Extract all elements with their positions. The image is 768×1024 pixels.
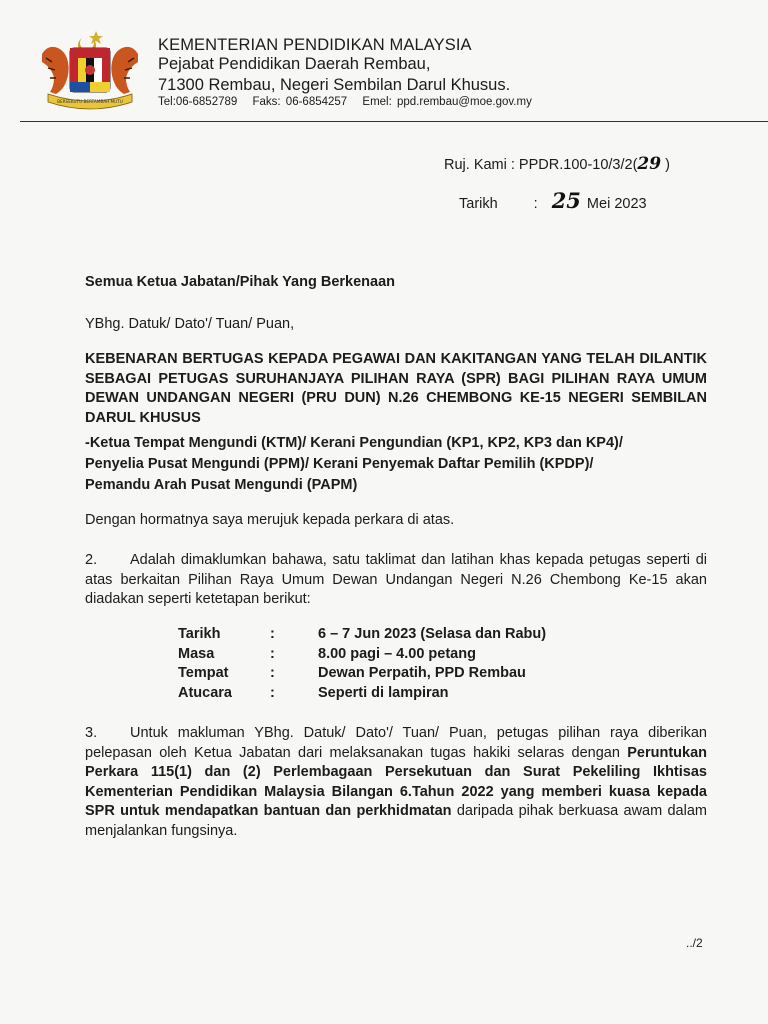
letter-date [459, 188, 647, 213]
date-month-year: Mei 2023 [586, 196, 647, 212]
details-label: Atucara [178, 684, 232, 701]
details-row [178, 646, 546, 666]
contact-line [158, 96, 542, 108]
telephone-number: Tel:06-6852789 [158, 96, 238, 108]
details-colon: : [270, 665, 275, 681]
subject-subheading [85, 433, 707, 496]
details-row [178, 626, 546, 646]
paragraph-2 [85, 551, 707, 610]
page-continuation-mark: ../2 [686, 936, 703, 950]
malaysia-coat-of-arms-icon [34, 28, 146, 110]
details-label: Masa [178, 645, 215, 662]
paragraph-text-end: daripada pihak berkuasa awam dalam menjalankan fungsinya. [85, 803, 707, 839]
subject-subheading-line: Pemandu Arah Pusat Mengundi (PAPM) [85, 477, 358, 493]
ministry-name: KEMENTERIAN PENDIDIKAN MALAYSIA [158, 36, 472, 54]
paragraph-number: 2. [85, 552, 98, 568]
paragraph-number: 3. [85, 725, 98, 741]
office-name: Pejabat Pendidikan Daerah Rembau, [158, 55, 431, 73]
fax-number: Faks: 06-6854257 [252, 96, 348, 108]
details-value: Dewan Perpatih, PPD Rembau [318, 665, 526, 681]
details-row [178, 685, 546, 705]
briefing-details-table [178, 626, 546, 704]
salutation: YBhg. Datuk/ Dato'/ Tuan/ Puan, [85, 316, 295, 332]
paragraph-text: Adalah dimaklumkan bahawa, satu taklimat dan latihan khas kepada petugas seperti di atas berkaitan Pilihan Raya Umum Dewan Undangan Negeri N.26 Chembong Ke-15 akan diadakan seperti ketetapan berikut: [85, 552, 707, 607]
reference-handwritten-number: 29 [637, 154, 662, 174]
details-value: 6 – 7 Jun 2023 (Selasa dan Rabu) [318, 626, 547, 642]
details-row [178, 665, 546, 685]
subject-subheading-line: Penyelia Pusat Mengundi (PPM)/ Kerani Penyemak Daftar Pemilih (KPDP)/ [85, 456, 594, 472]
details-value: 8.00 pagi – 4.00 petang [318, 645, 476, 662]
paragraph-text: Untuk makluman YBhg. Datuk/ Dato'/ Tuan/ Puan, petugas pilihan raya diberikan pelepasan oleh Ketua Jabatan dari melaksanakan tugas hakiki selaras dengan [85, 725, 707, 761]
subject-subheading-line: -Ketua Tempat Mengundi (KTM)/ Kerani Pengundian (KP1, KP2, KP3 dan KP4)/ [85, 435, 623, 451]
reference-number [444, 154, 670, 174]
details-colon: : [270, 626, 275, 642]
paragraph-3 [85, 724, 707, 841]
date-colon: : [533, 196, 538, 212]
date-label: Tarikh [459, 196, 498, 212]
reference-label: Ruj. Kami : PPDR.100-10/3/2( [444, 157, 638, 173]
details-label: Tarikh [178, 626, 221, 642]
email-address: Emel: ppd.rembau@moe.gov.my [362, 96, 532, 108]
opening-paragraph: Dengan hormatnya saya merujuk kepada perkara di atas. [85, 512, 455, 528]
details-colon: : [270, 684, 275, 701]
details-label: Tempat [178, 665, 229, 681]
details-colon: : [270, 645, 275, 662]
paragraph-emphasis: Peruntukan Perkara 115(1) dan (2) Perlembagaan Persekutuan dan Surat Pekeliling Ikhtisas Kementerian Pendidikan Malaysia Bilangan 6.Tahun 2022 yang memberi kuasa kepada SPR untuk mendapatkan bantuan dan perkhidmatan [85, 744, 707, 819]
recipient-line: Semua Ketua Jabatan/Pihak Yang Berkenaan [85, 274, 396, 290]
svg-text:BERSEKUTU BERTAMBAH MUTU: BERSEKUTU BERTAMBAH MUTU [57, 99, 123, 104]
letterhead-divider [20, 121, 768, 122]
details-value: Seperti di lampiran [318, 684, 449, 701]
reference-close: ) [661, 157, 670, 173]
office-address: 71300 Rembau, Negeri Sembilan Darul Khusus. [158, 76, 511, 94]
date-handwritten-day: 25 [551, 188, 581, 213]
subject-heading: KEBENARAN BERTUGAS KEPADA PEGAWAI DAN KAKITANGAN YANG TELAH DILANTIK SEBAGAI PETUGAS SURUHANJAYA PILIHAN RAYA (SPR) BAGI PILIHAN RAYA UMUM DEWAN UNDANGAN NEGERI (PRU DUN) N.26 CHEMBONG KE-15 NEGERI SEMBILAN DARUL KHUSUS [85, 351, 707, 426]
